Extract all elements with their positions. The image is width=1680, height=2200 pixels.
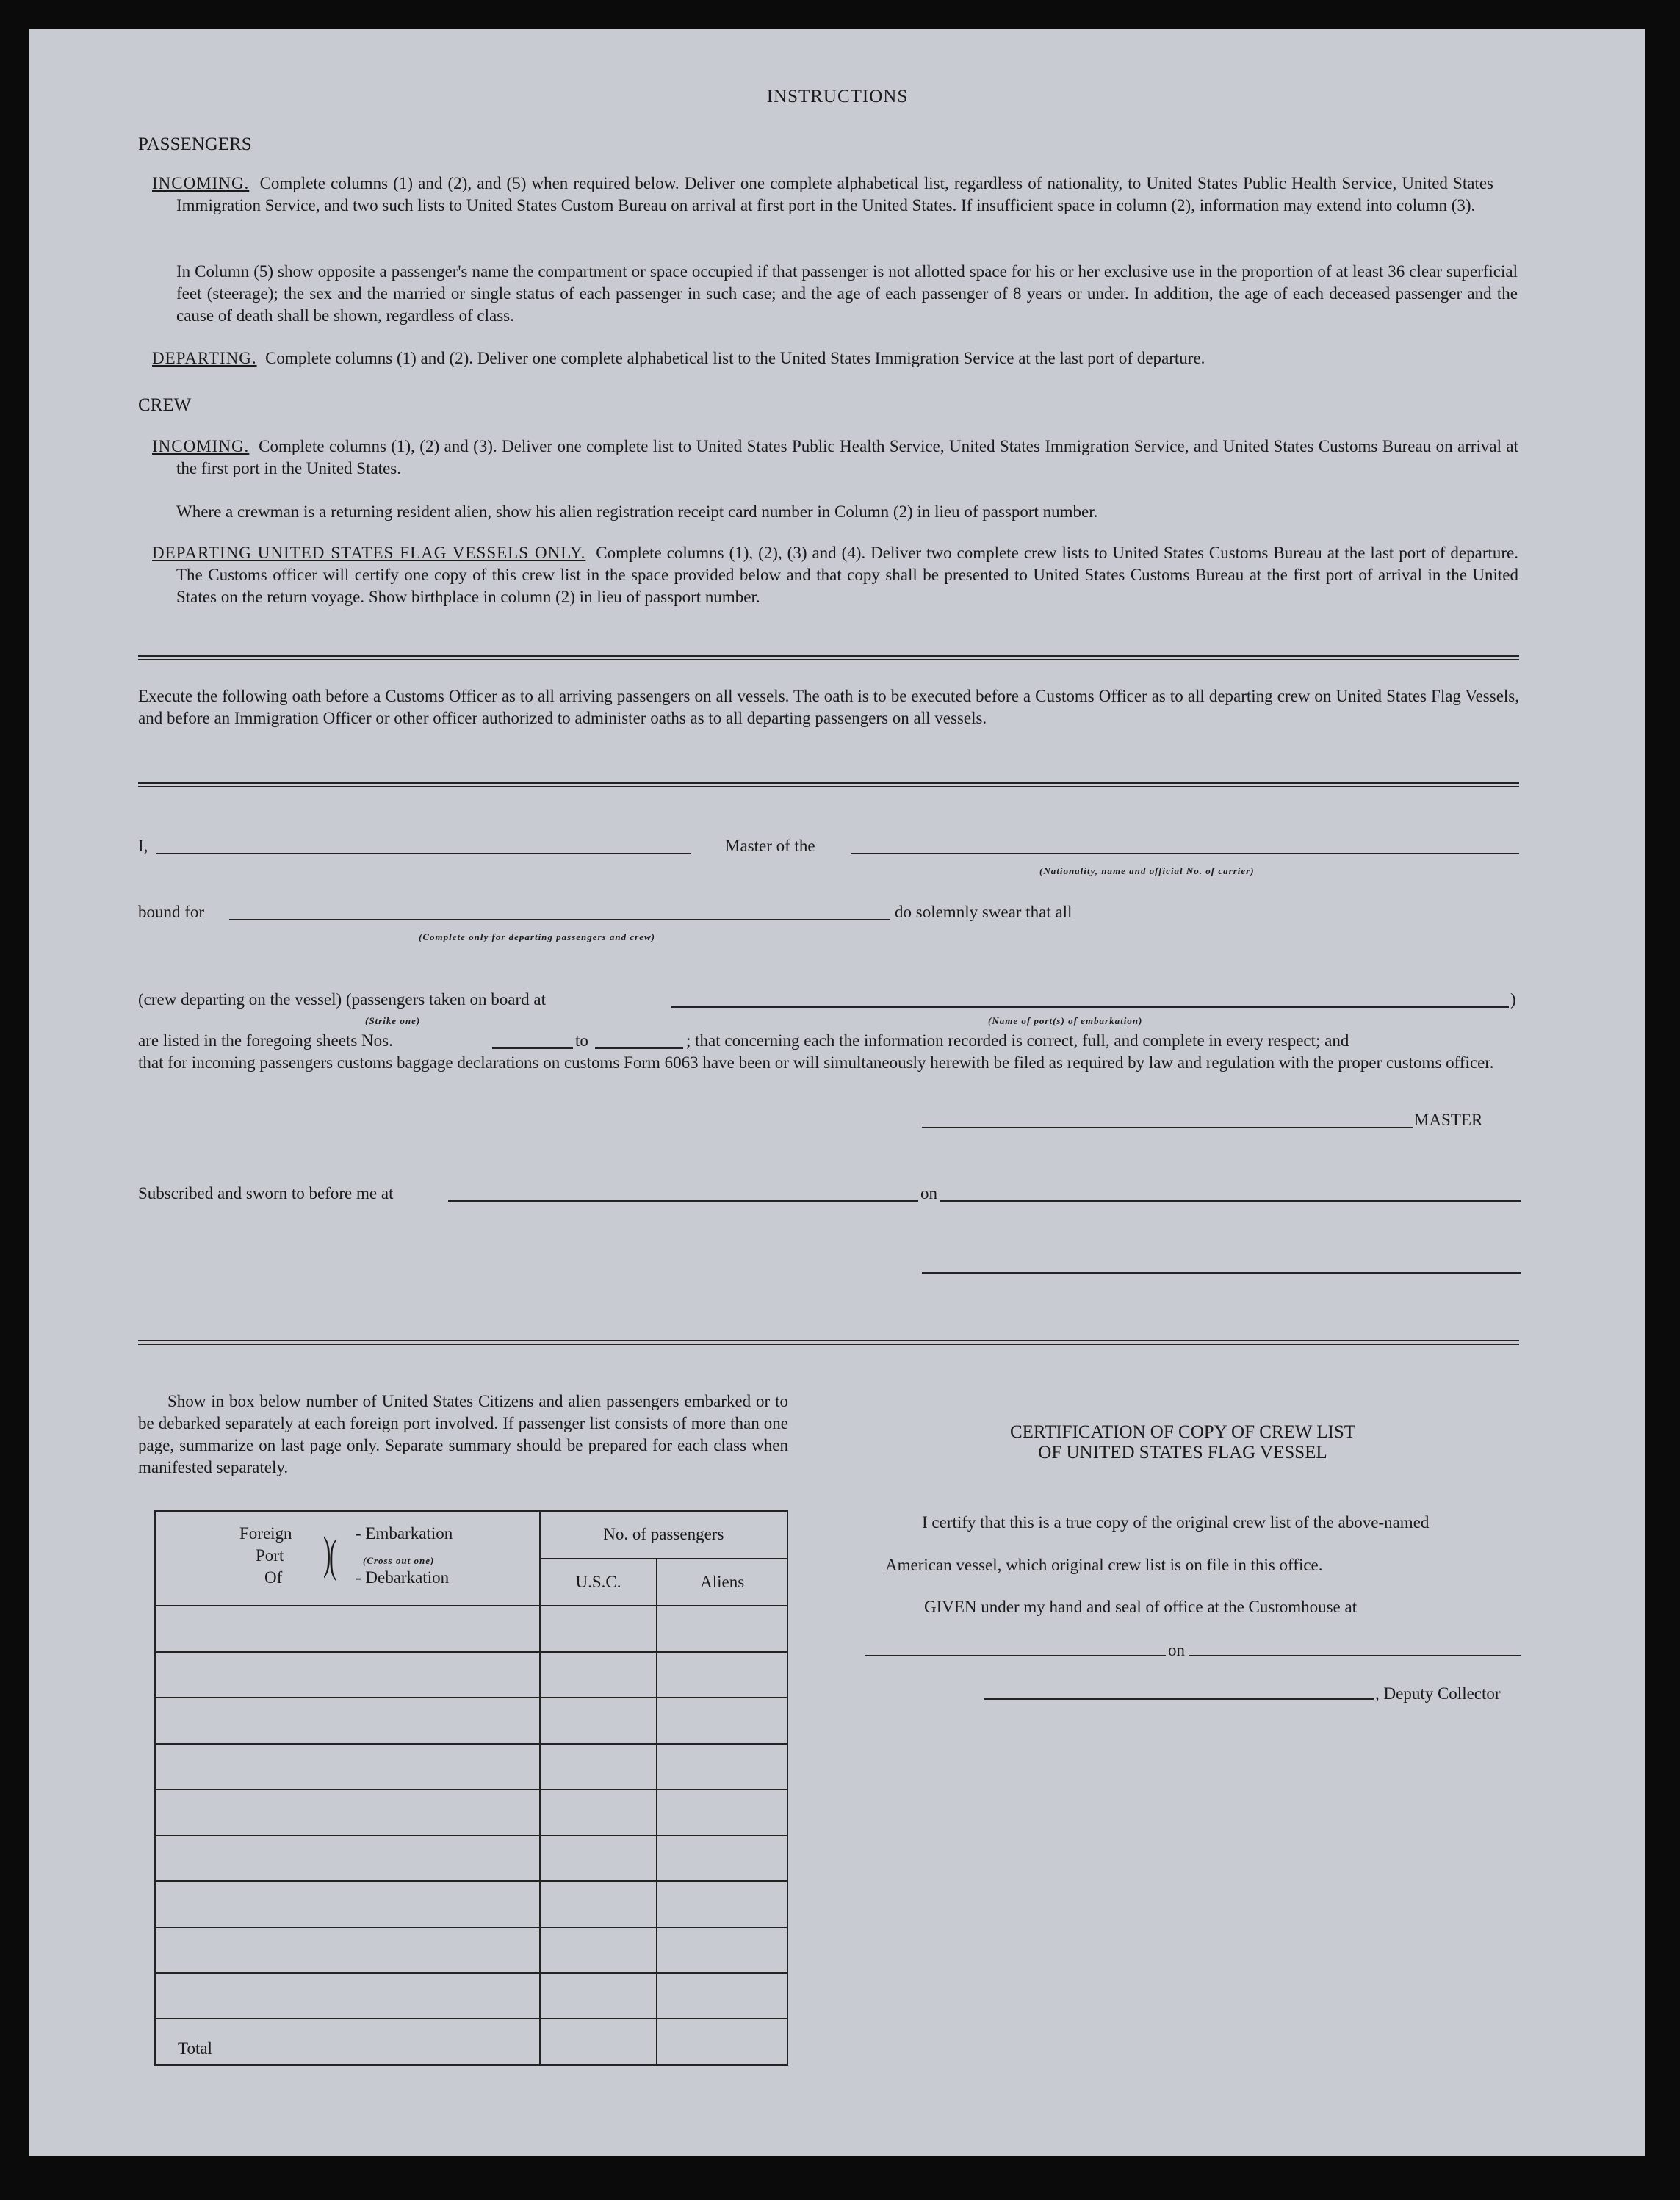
certification-title-line1: CERTIFICATION OF COPY OF CREW LIST	[1009, 1422, 1356, 1442]
usc-cell[interactable]	[540, 1881, 657, 1927]
oath-intro: Execute the following oath before a Customs Officer as to all arriving passengers on all vessels. The oath is to be executed before a Customs Officer as to all departing crew on United States Flag Vessels, and before an Immigration Officer or other officer authorized to administer oaths as to all departing passengers on all vessels.	[138, 687, 1519, 727]
usc-cell[interactable]	[540, 1973, 657, 2019]
listed-text: ; that concerning each the information recorded is correct, full, and complete in every respect; and	[686, 1031, 1349, 1050]
embarkation-ports-field[interactable]	[671, 1006, 1509, 1008]
master-signature-field[interactable]	[922, 1127, 1413, 1128]
usc-cell[interactable]	[540, 1789, 657, 1835]
cross-out-hint: (Cross out one)	[363, 1554, 435, 1566]
nationality-hint: (Nationality, name and official No. of carrier)	[1039, 865, 1255, 876]
port-header-cell	[155, 1511, 540, 1606]
port-cell[interactable]	[155, 1973, 540, 2019]
deputy-label: , Deputy Collector	[1375, 1684, 1501, 1703]
aliens-cell[interactable]	[657, 1927, 787, 1973]
brace-mark: )	[323, 1528, 331, 1579]
master-label: MASTER	[1414, 1111, 1483, 1129]
aliens-cell[interactable]	[657, 1744, 787, 1789]
port-cell[interactable]	[155, 1836, 540, 1881]
foreign-label: Foreign	[239, 1523, 292, 1543]
oath-i-label: I,	[138, 837, 148, 855]
deputy-signature-field[interactable]	[984, 1698, 1374, 1700]
aliens-cell[interactable]	[657, 1606, 787, 1651]
customhouse-field[interactable]	[865, 1655, 1166, 1656]
no-of-passengers-header: No. of passengers	[540, 1511, 787, 1559]
section-divider	[138, 655, 1519, 660]
aliens-cell[interactable]	[657, 1881, 787, 1927]
passengers-incoming-label: INCOMING.	[152, 174, 250, 192]
oath-divider	[138, 782, 1519, 787]
summary-instructions: Show in box below number of United States Citizens and alien passengers embarked or to be debarked separately at each foreign port involved. If passenger list consists of more than one page, summarize on last page only. Separate summary should be prepared for each class when manifested separately.	[138, 1392, 788, 1476]
aliens-cell[interactable]	[657, 1698, 787, 1743]
master-of-label: Master of the	[725, 837, 815, 855]
given-text: GIVEN under my hand and seal of office at the Customhouse at	[924, 1598, 1358, 1616]
sheet-to-field[interactable]	[595, 1047, 683, 1049]
sworn-date-field[interactable]	[940, 1200, 1521, 1202]
aliens-cell[interactable]	[657, 1652, 787, 1698]
port-cell[interactable]	[155, 1789, 540, 1835]
crew-departing-label: DEPARTING UNITED STATES FLAG VESSELS ONLY.	[152, 544, 586, 562]
crew-departing-text: Complete columns (1), (2), (3) and (4). Deliver two complete crew lists to United States Customs Bureau at the last port of departure. The Customs officer will certify one copy of this crew list in the space provided below and that copy shall be presented to United States Customs Bureau at the first port of arrival in the United States on the return voyage. Show birthplace in column (2) in lieu of passport number.	[176, 544, 1519, 606]
ports-hint: (Name of port(s) of embarkation)	[988, 1015, 1143, 1026]
bound-for-label: bound for	[138, 903, 205, 921]
cert-on-label: on	[1168, 1641, 1185, 1659]
crew-incoming-text: Complete columns (1), (2) and (3). Deliver one complete list to United States Public Health Service, United States Immigration Service, and United States Customs Bureau on arrival at the first port in the United States.	[176, 437, 1519, 477]
passengers-incoming-text: Complete columns (1) and (2), and (5) when required below. Deliver one complete alphabetical list, regardless of nationality, to United States Public Health Service, United States Immigration Service, and two such lists to United States Custom Bureau on arrival at first port in the United States. If insufficient space in column (2), information may extend into column (3).	[176, 174, 1493, 214]
brace-mark-2: (	[329, 1531, 337, 1582]
port-label: Port	[256, 1546, 284, 1565]
debarkation-label: - Debarkation	[356, 1568, 450, 1587]
cert-date-field[interactable]	[1189, 1655, 1521, 1656]
strike-hint: (Strike one)	[365, 1015, 421, 1026]
baggage-text: that for incoming passengers customs baggage declarations on customs Form 6063 have been or will simultaneously herewith be filed as required by law and regulation with the proper customs officer.	[138, 1053, 1494, 1072]
page-title: INSTRUCTIONS	[766, 87, 909, 107]
usc-cell[interactable]	[540, 1698, 657, 1743]
passengers-column5-paragraph: In Column (5) show opposite a passenger's name the compartment or space occupied if that passenger is not allotted space for his or her exclusive use in the proportion of at least 36 clear superficial feet (steerage); the sex and the married or single status of each passenger in such case; and the age of each passenger of 8 years or under. In addition, the age of each deceased passenger and the cause of death shall be shown, regardless of class.	[176, 262, 1518, 325]
embarkation-label: - Embarkation	[356, 1523, 453, 1543]
of-label: Of	[264, 1568, 283, 1587]
lower-divider	[138, 1340, 1519, 1345]
sheet-from-field[interactable]	[492, 1047, 573, 1049]
crew-resident-paragraph: Where a crewman is a returning resident alien, show his alien registration receipt card number in Column (2) in lieu of passport number.	[176, 502, 1098, 521]
listed-label: are listed in the foregoing sheets Nos.	[138, 1031, 393, 1050]
certification-title-line2: OF UNITED STATES FLAG VESSEL	[1038, 1443, 1327, 1463]
certify-line2: American vessel, which original crew list is on file in this office.	[885, 1556, 1323, 1574]
crew-departing-paragraph	[152, 542, 1518, 608]
port-cell[interactable]	[155, 1698, 540, 1743]
passengers-incoming-paragraph	[152, 173, 1493, 217]
crew-departing-label: (crew departing on the vessel) (passengers taken on board at	[138, 990, 546, 1009]
bound-for-field[interactable]	[229, 919, 890, 920]
aliens-header: Aliens	[657, 1559, 787, 1606]
port-cell[interactable]	[155, 1606, 540, 1651]
usc-cell[interactable]	[540, 1606, 657, 1651]
usc-cell[interactable]	[540, 1652, 657, 1698]
port-cell[interactable]	[155, 1744, 540, 1789]
crew-incoming-paragraph	[152, 436, 1518, 480]
crew-incoming-label: INCOMING.	[152, 437, 250, 455]
passengers-departing-label: DEPARTING.	[152, 349, 257, 367]
certify-line1: I certify that this is a true copy of the original crew list of the above-named	[922, 1513, 1430, 1532]
to-label: to	[575, 1031, 588, 1050]
crew-heading: CREW	[138, 395, 192, 415]
total-label: Total	[155, 2019, 540, 2065]
port-cell[interactable]	[155, 1652, 540, 1698]
master-name-field[interactable]	[156, 853, 691, 854]
subscribed-label: Subscribed and sworn to before me at	[138, 1184, 394, 1202]
aliens-cell[interactable]	[657, 1789, 787, 1835]
usc-total-cell[interactable]	[540, 2019, 657, 2065]
passengers-departing-paragraph	[152, 347, 1518, 369]
passengers-departing-text: Complete columns (1) and (2). Deliver one complete alphabetical list to the United States Immigration Service at the last port of departure.	[265, 349, 1205, 367]
swear-label: do solemnly swear that all	[895, 903, 1072, 921]
sworn-on-label: on	[920, 1184, 937, 1202]
usc-cell[interactable]	[540, 1744, 657, 1789]
sworn-place-field[interactable]	[448, 1200, 918, 1202]
port-cell[interactable]	[155, 1927, 540, 1973]
port-cell[interactable]	[155, 1881, 540, 1927]
passengers-heading: PASSENGERS	[138, 134, 252, 154]
aliens-cell[interactable]	[657, 1836, 787, 1881]
usc-cell[interactable]	[540, 1836, 657, 1881]
close-paren: )	[1510, 990, 1516, 1009]
officer-signature-field[interactable]	[922, 1272, 1521, 1274]
passenger-summary-table	[154, 1510, 788, 2066]
bound-hint: (Complete only for departing passengers and crew)	[419, 931, 655, 942]
usc-header: U.S.C.	[540, 1559, 657, 1606]
usc-cell[interactable]	[540, 1927, 657, 1973]
aliens-cell[interactable]	[657, 1973, 787, 2019]
aliens-total-cell[interactable]	[657, 2019, 787, 2065]
form-page	[29, 29, 1645, 2156]
carrier-field[interactable]	[851, 853, 1519, 854]
